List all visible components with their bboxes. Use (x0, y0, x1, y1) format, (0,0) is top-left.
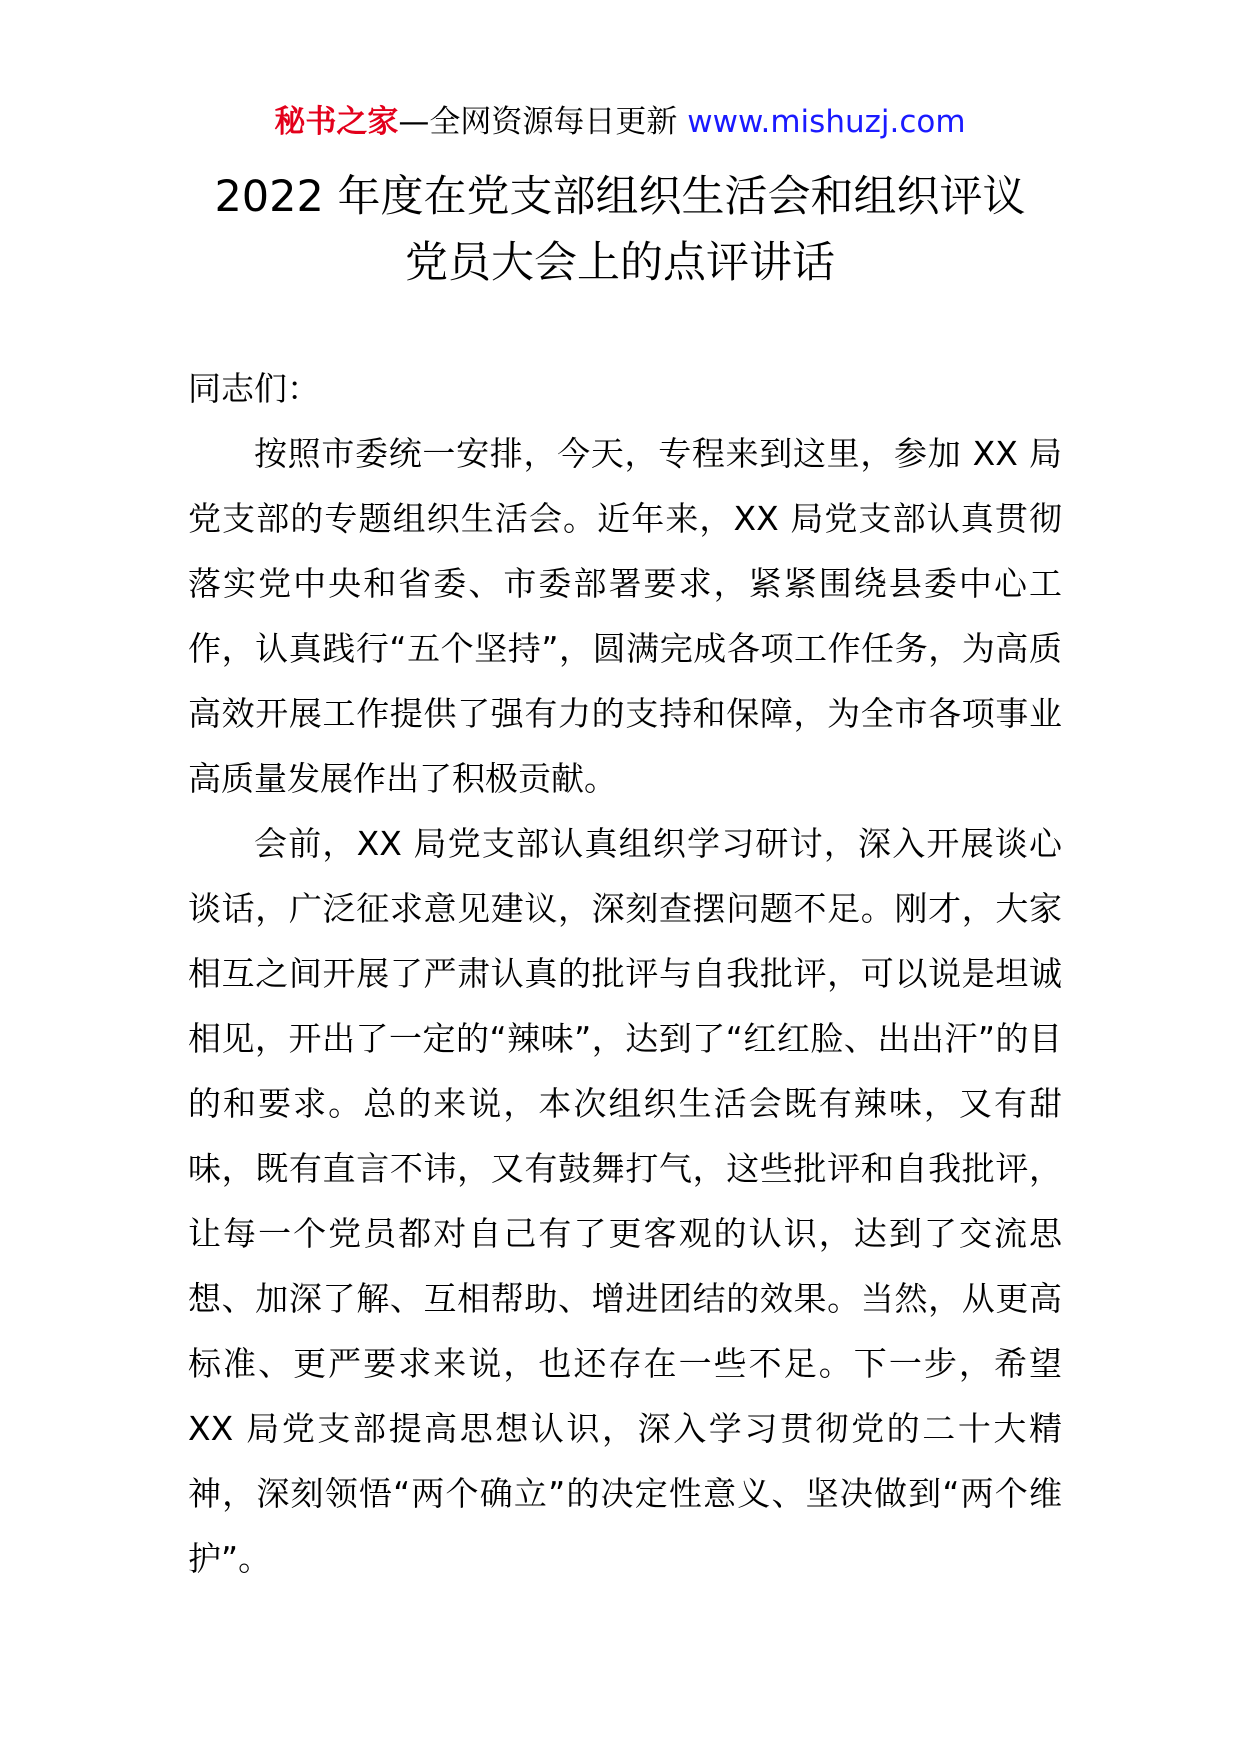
site-header (0, 102, 1240, 142)
document-title-line-1: 2022 年度在党支部组织生活会和组织评议 (214, 172, 1026, 222)
document-title (0, 164, 1240, 296)
site-url-link[interactable]: www.mishuzj.com (687, 104, 966, 140)
salutation: 同志们： (188, 369, 320, 408)
site-slogan: —全网资源每日更新 (398, 104, 678, 140)
body-paragraph-1: 按照市委统一安排，今天，专程来到这里，参加 XX 局党支部的专题组织生活会。近年来，XX 局党支部认真贯彻落实党中央和省委、市委部署要求，紧紧围绕县委中心工作，认真践行“五个坚持”，圆满完成各项工作任务，为高质高效开展工作提供了强有力的支持和保障，为全市各项事业高质量发展作出了积极贡献。 (188, 434, 1062, 798)
document-title-line-2: 党员大会上的点评讲话 (405, 238, 835, 288)
body-paragraph-2: 会前，XX 局党支部认真组织学习研讨，深入开展谈心谈话，广泛征求意见建议，深刻查摆问题不足。刚才，大家相互之间开展了严肃认真的批评与自我批评，可以说是坦诚相见，开出了一定的“辣味”，达到了“红红脸、出出汗”的目的和要求。总的来说，本次组织生活会既有辣味，又有甜味，既有直言不讳，又有鼓舞打气，这些批评和自我批评，让每一个党员都对自己有了更客观的认识，达到了交流思想、加深了解、互相帮助、增进团结的效果。当然，从更高标准、更严要求来说，也还存在一些不足。下一步，希望 XX 局党支部提高思想认识，深入学习贯彻党的二十大精神，深刻领悟“两个确立”的决定性意义、坚决做到“两个维护”。 (188, 824, 1062, 1578)
document-body (188, 356, 1062, 1591)
site-brand: 秘书之家 (274, 104, 399, 140)
